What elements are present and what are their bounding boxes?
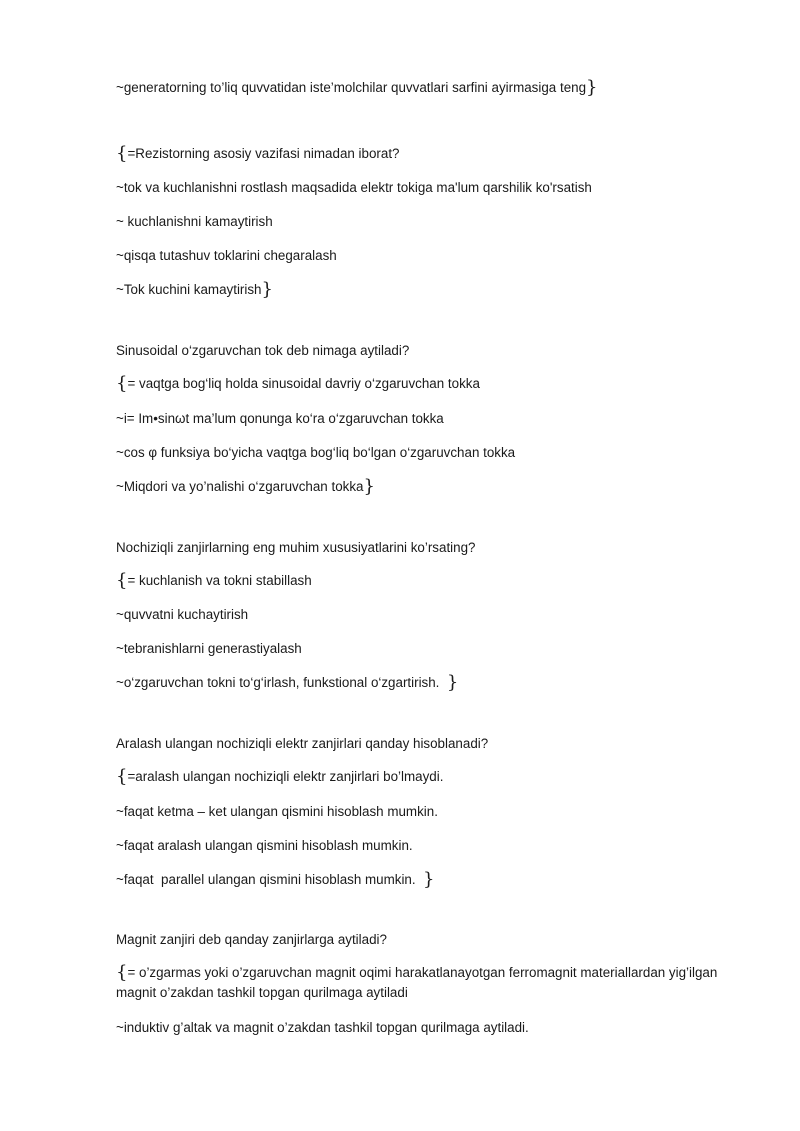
answer-text: ~faqat aralash ulangan qismini hisoblash mumkin. — [116, 838, 413, 853]
answer-text: ~tebranishlarni generastiyalash — [116, 641, 302, 656]
answer-text: ~qisqa tutashuv toklarini chegaralash — [116, 248, 337, 263]
answer-text: ~o‘zgaruvchan tokni to‘g‘irlash, funkstional o‘zgartirish. — [116, 675, 447, 690]
answer-option — [116, 280, 756, 300]
opening-brace: { — [116, 570, 128, 591]
opening-brace: { — [116, 143, 128, 164]
answer-text: ~Miqdori va yo’nalishi o‘zgaruvchan tokka — [116, 479, 364, 494]
answer-text: ~induktiv g’altak va magnit o’zakdan tashkil topgan qurilmaga aytiladi. — [116, 1020, 529, 1035]
answer-text: = vaqtga bog‘liq holda sinusoidal davriy o‘zgaruvchan tokka — [127, 376, 480, 391]
answer-option — [116, 178, 756, 198]
answer-option — [116, 212, 756, 232]
question-text — [116, 930, 756, 950]
answer-option — [116, 802, 756, 822]
answer-option — [116, 963, 756, 1003]
answer-option — [116, 571, 756, 591]
answer-text: ~cos φ funksiya bo‘yicha vaqtga bog‘liq bo‘lgan o‘zgaruvchan tokka — [116, 445, 516, 460]
question-label: Sinusoidal o‘zgaruvchan tok deb nimaga aytiladi? — [116, 343, 410, 358]
answer-option — [116, 246, 756, 266]
answer-option — [116, 78, 756, 98]
question-label: =Rezistorning asosiy vazifasi nimadan iborat? — [127, 146, 400, 161]
question-text — [116, 144, 756, 164]
answer-option — [116, 477, 756, 497]
answer-text: ~i= Im•sinωt ma’lum qonunga ko‘ra o‘zgaruvchan tokka — [116, 411, 444, 426]
closing-brace: } — [363, 476, 375, 497]
opening-brace: { — [116, 766, 128, 787]
answer-text: = o’zgarmas yoki o’zgaruvchan magnit oqimi harakatlanayotgan ferromagnit materiallardan yig’ilgan magnit o’zakdan tashkil topgan qurilmaga aytiladi — [116, 965, 718, 1000]
closing-brace: } — [446, 672, 459, 693]
answer-option — [116, 374, 756, 394]
answer-text: ~faqat parallel ulangan qismini hisoblash mumkin. — [116, 872, 424, 887]
answer-option — [116, 1018, 756, 1038]
answer-option — [116, 443, 756, 463]
answer-text: = kuchlanish va tokni stabillash — [127, 573, 312, 588]
answer-text: ~faqat ketma – ket ulangan qismini hisoblash mumkin. — [116, 804, 438, 819]
answer-text: ~tok va kuchlanishni rostlash maqsadida elektr tokiga ma'lum qarshilik ko'rsatish — [116, 180, 592, 195]
opening-brace: { — [116, 373, 128, 394]
answer-option — [116, 605, 756, 625]
answer-text: ~generatorning to’liq quvvatidan iste’molchilar quvvatlari sarfini ayirmasiga teng — [116, 80, 587, 95]
question-label: Nochiziqli zanjirlarning eng muhim xususiyatlarini ko’rsating? — [116, 540, 476, 555]
answer-option — [116, 836, 756, 856]
question-label: Aralash ulangan nochiziqli elektr zanjirlari qanday hisoblanadi? — [116, 736, 489, 751]
question-label: Magnit zanjiri deb qanday zanjirlarga aytiladi? — [116, 932, 387, 947]
opening-brace: { — [116, 962, 128, 983]
question-text — [116, 734, 756, 754]
answer-option — [116, 767, 756, 787]
answer-text: =aralash ulangan nochiziqli elektr zanjirlari bo’lmaydi. — [127, 769, 444, 784]
answer-option — [116, 673, 756, 693]
answer-text: ~ kuchlanishni kamaytirish — [116, 214, 273, 229]
question-text — [116, 538, 756, 558]
answer-option — [116, 639, 756, 659]
closing-brace: } — [261, 279, 273, 300]
question-text — [116, 341, 756, 361]
answer-text: ~quvvatni kuchaytirish — [116, 607, 249, 622]
answer-text: ~Tok kuchini kamaytirish — [116, 282, 262, 297]
closing-brace: } — [423, 869, 435, 890]
answer-option — [116, 409, 756, 429]
closing-brace: } — [586, 77, 598, 98]
answer-option — [116, 870, 756, 890]
